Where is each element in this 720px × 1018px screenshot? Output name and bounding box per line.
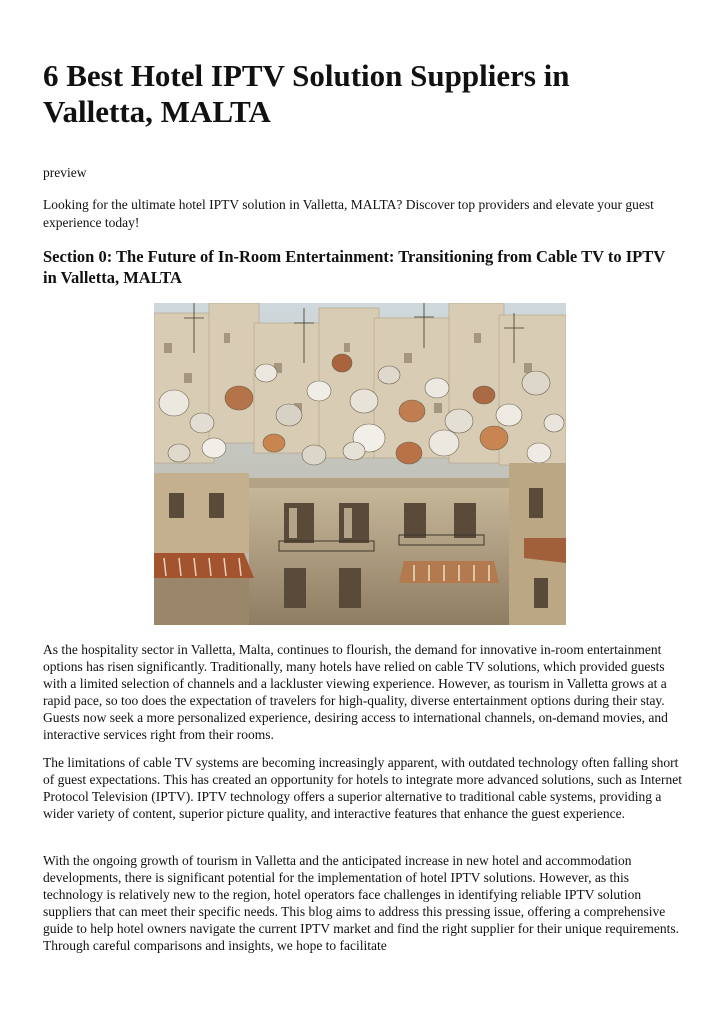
body-paragraph: The limitations of cable TV systems are becoming increasingly apparent, with outdated technology often falling short of guest expectations. This has created an opportunity for hotels to integrate more advanced solutions, such as Internet Protocol Television (IPTV). IPTV technology offers a superior alternative to traditional cable systems, providing a wider variety of content, superior picture quality, and interactive features that enhance the guest experience. xyxy=(43,755,682,821)
body-paragraph: With the ongoing growth of tourism in Valletta and the anticipated increase in new hotel and accommodation developments, there is significant potential for the implementation of hotel IPTV solutions. However, as this technology is relatively new to the region, hotel operators face challenges in identifying reliable IPTV solution suppliers that can meet their specific needs. This blog aims to address this pressing issue, offering a comprehensive guide to help hotel owners navigate the current IPTV market and find the right supplier for their unique requirements. Through careful comparisons and insights, we hope to facilitate xyxy=(43,853,679,953)
body-paragraph: As the hospitality sector in Valletta, Malta, continues to flourish, the demand for innovative in-room entertainment options has risen significantly. Traditionally, many hotels have relied on cable TV solutions, which provided guests with a limited selection of channels and a lackluster viewing experience. However, as tourism in Valletta grows at a rapid pace, so too does the expectation of travelers for high-quality, diverse entertainment options during their stay. Guests now seek a more personalized experience, desiring access to international channels, on-demand movies, and interactive services right from their rooms. xyxy=(43,642,668,742)
article-title: 6 Best Hotel IPTV Solution Suppliers in Valletta, MALTA xyxy=(43,58,570,129)
rooftop-satellite-dishes-photo xyxy=(154,303,566,625)
preview-label: preview xyxy=(43,165,87,180)
intro-paragraph: Looking for the ultimate hotel IPTV solution in Valletta, MALTA? Discover top providers and elevate your guest experience today! xyxy=(43,197,654,230)
section-heading: Section 0: The Future of In-Room Entertainment: Transitioning from Cable TV to IPTV in Valletta, MALTA xyxy=(43,247,665,287)
